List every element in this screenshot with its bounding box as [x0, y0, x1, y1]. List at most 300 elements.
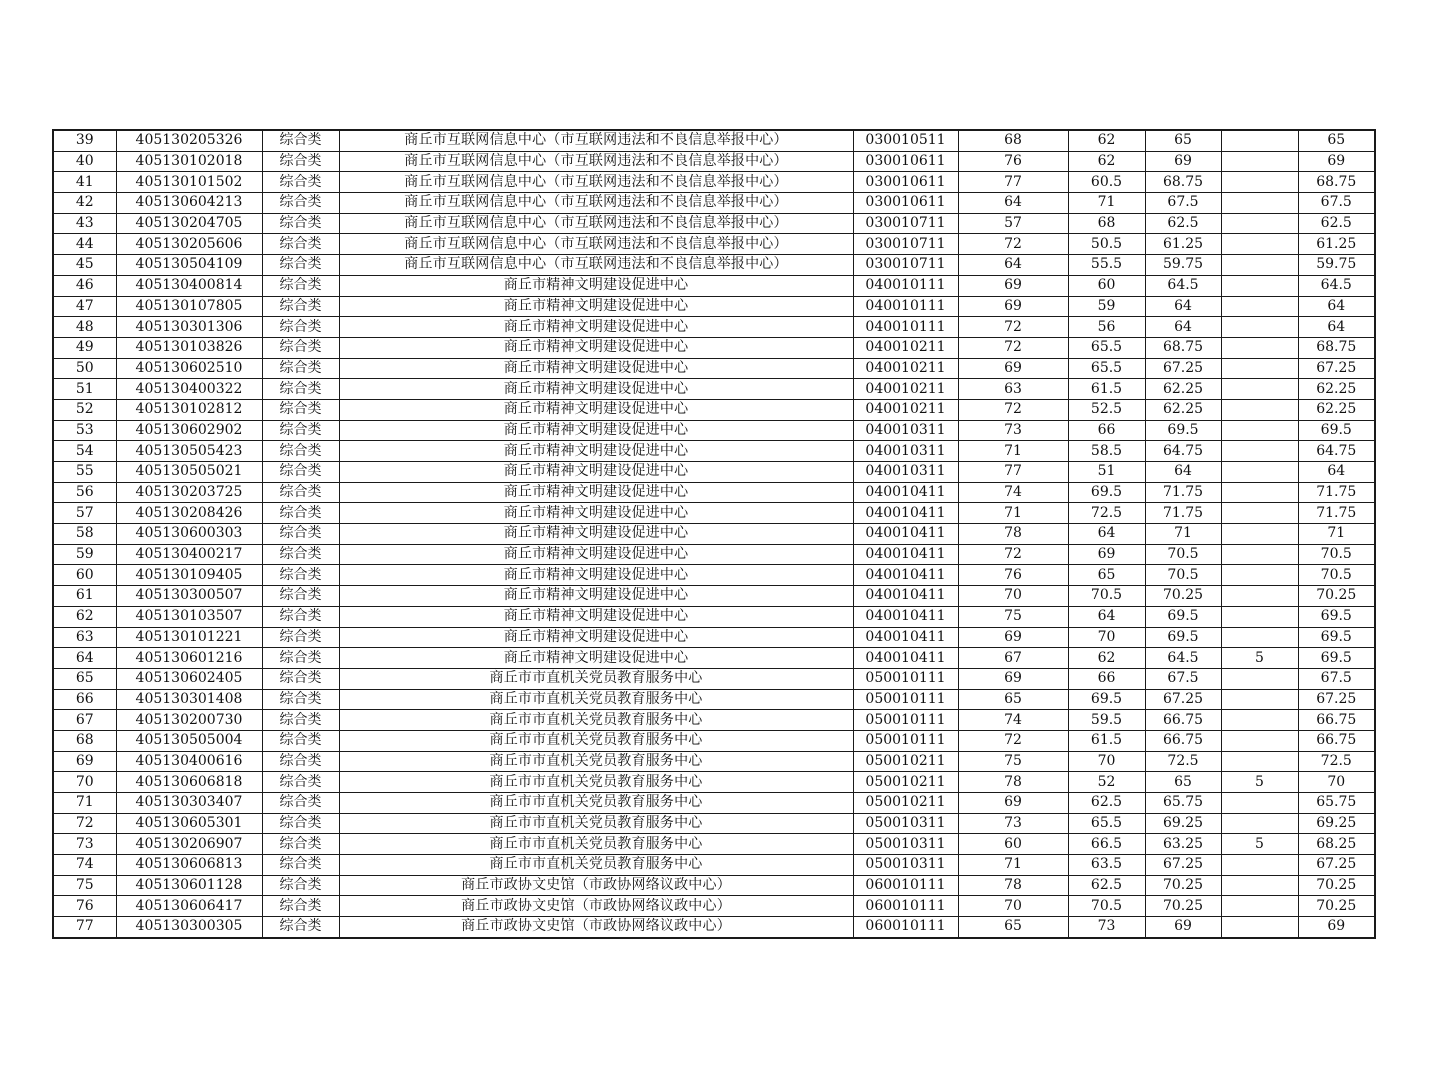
- exam-id-cell: 405130601216: [116, 648, 262, 669]
- category-cell: 综合类: [262, 379, 339, 400]
- seq-cell: 69: [53, 751, 116, 772]
- final-score-cell: 67.25: [1298, 358, 1375, 379]
- bonus-cell: [1221, 730, 1298, 751]
- position-code-cell: 050010311: [853, 834, 958, 855]
- exam-id-cell: 405130205326: [116, 130, 262, 151]
- second-score-cell: 71: [1068, 193, 1145, 214]
- unit-cell: 商丘市互联网信息中心（市互联网违法和不良信息举报中心）: [339, 255, 853, 276]
- bonus-cell: [1221, 751, 1298, 772]
- table-row: [53, 751, 1375, 772]
- bonus-cell: [1221, 813, 1298, 834]
- category-cell: 综合类: [262, 565, 339, 586]
- second-score-cell: 62.5: [1068, 875, 1145, 896]
- category-cell: 综合类: [262, 606, 339, 627]
- exam-id-cell: 405130602405: [116, 668, 262, 689]
- position-code-cell: 050010111: [853, 710, 958, 731]
- exam-id-cell: 405130605301: [116, 813, 262, 834]
- final-score-cell: 69.5: [1298, 606, 1375, 627]
- category-cell: 综合类: [262, 337, 339, 358]
- position-code-cell: 040010311: [853, 441, 958, 462]
- table-row: [53, 193, 1375, 214]
- bonus-cell: [1221, 255, 1298, 276]
- unit-cell: 商丘市市直机关党员教育服务中心: [339, 793, 853, 814]
- seq-cell: 52: [53, 399, 116, 420]
- unit-cell: 商丘市市直机关党员教育服务中心: [339, 668, 853, 689]
- seq-cell: 65: [53, 668, 116, 689]
- exam-id-cell: 405130606813: [116, 855, 262, 876]
- second-score-cell: 62.5: [1068, 793, 1145, 814]
- category-cell: 综合类: [262, 917, 339, 938]
- position-code-cell: 030010611: [853, 193, 958, 214]
- position-code-cell: 040010411: [853, 544, 958, 565]
- table-row: [53, 606, 1375, 627]
- combined-score-cell: 64.5: [1145, 648, 1221, 669]
- seq-cell: 61: [53, 586, 116, 607]
- bonus-cell: [1221, 524, 1298, 545]
- table-row: [53, 772, 1375, 793]
- table-row: [53, 482, 1375, 503]
- position-code-cell: 040010411: [853, 565, 958, 586]
- exam-id-cell: 405130504109: [116, 255, 262, 276]
- final-score-cell: 70.25: [1298, 875, 1375, 896]
- seq-cell: 68: [53, 730, 116, 751]
- seq-cell: 60: [53, 565, 116, 586]
- unit-cell: 商丘市互联网信息中心（市互联网违法和不良信息举报中心）: [339, 130, 853, 151]
- position-code-cell: 060010111: [853, 875, 958, 896]
- combined-score-cell: 69: [1145, 917, 1221, 938]
- combined-score-cell: 59.75: [1145, 255, 1221, 276]
- combined-score-cell: 70.5: [1145, 544, 1221, 565]
- position-code-cell: 050010211: [853, 751, 958, 772]
- written-score-cell: 67: [958, 648, 1068, 669]
- final-score-cell: 70: [1298, 772, 1375, 793]
- position-code-cell: 050010111: [853, 668, 958, 689]
- written-score-cell: 57: [958, 213, 1068, 234]
- final-score-cell: 72.5: [1298, 751, 1375, 772]
- unit-cell: 商丘市市直机关党员教育服务中心: [339, 834, 853, 855]
- written-score-cell: 64: [958, 193, 1068, 214]
- second-score-cell: 69.5: [1068, 689, 1145, 710]
- table-row: [53, 896, 1375, 917]
- position-code-cell: 050010211: [853, 793, 958, 814]
- combined-score-cell: 70.25: [1145, 875, 1221, 896]
- exam-id-cell: 405130400322: [116, 379, 262, 400]
- unit-cell: 商丘市精神文明建设促进中心: [339, 503, 853, 524]
- combined-score-cell: 62.5: [1145, 213, 1221, 234]
- combined-score-cell: 67.25: [1145, 689, 1221, 710]
- written-score-cell: 68: [958, 130, 1068, 151]
- written-score-cell: 72: [958, 730, 1068, 751]
- written-score-cell: 71: [958, 503, 1068, 524]
- seq-cell: 39: [53, 130, 116, 151]
- final-score-cell: 69.5: [1298, 627, 1375, 648]
- combined-score-cell: 64: [1145, 296, 1221, 317]
- seq-cell: 53: [53, 420, 116, 441]
- unit-cell: 商丘市市直机关党员教育服务中心: [339, 813, 853, 834]
- final-score-cell: 69: [1298, 917, 1375, 938]
- second-score-cell: 59: [1068, 296, 1145, 317]
- category-cell: 综合类: [262, 668, 339, 689]
- unit-cell: 商丘市精神文明建设促进中心: [339, 524, 853, 545]
- second-score-cell: 55.5: [1068, 255, 1145, 276]
- second-score-cell: 68: [1068, 213, 1145, 234]
- written-score-cell: 76: [958, 151, 1068, 172]
- bonus-cell: 5: [1221, 772, 1298, 793]
- written-score-cell: 77: [958, 172, 1068, 193]
- seq-cell: 58: [53, 524, 116, 545]
- bonus-cell: [1221, 855, 1298, 876]
- bonus-cell: [1221, 234, 1298, 255]
- seq-cell: 62: [53, 606, 116, 627]
- written-score-cell: 63: [958, 379, 1068, 400]
- written-score-cell: 71: [958, 441, 1068, 462]
- table-row: [53, 296, 1375, 317]
- exam-id-cell: 405130301306: [116, 317, 262, 338]
- second-score-cell: 62: [1068, 151, 1145, 172]
- unit-cell: 商丘市精神文明建设促进中心: [339, 544, 853, 565]
- table-row: [53, 834, 1375, 855]
- category-cell: 综合类: [262, 193, 339, 214]
- table-row: [53, 565, 1375, 586]
- final-score-cell: 66.75: [1298, 710, 1375, 731]
- table-row: [53, 668, 1375, 689]
- seq-cell: 71: [53, 793, 116, 814]
- seq-cell: 57: [53, 503, 116, 524]
- written-score-cell: 69: [958, 668, 1068, 689]
- position-code-cell: 050010311: [853, 813, 958, 834]
- exam-id-cell: 405130206907: [116, 834, 262, 855]
- category-cell: 综合类: [262, 213, 339, 234]
- category-cell: 综合类: [262, 441, 339, 462]
- second-score-cell: 72.5: [1068, 503, 1145, 524]
- written-score-cell: 72: [958, 544, 1068, 565]
- bonus-cell: [1221, 379, 1298, 400]
- table-row: [53, 524, 1375, 545]
- final-score-cell: 68.75: [1298, 172, 1375, 193]
- table-row: [53, 813, 1375, 834]
- category-cell: 综合类: [262, 399, 339, 420]
- final-score-cell: 67.5: [1298, 668, 1375, 689]
- second-score-cell: 50.5: [1068, 234, 1145, 255]
- bonus-cell: [1221, 793, 1298, 814]
- written-score-cell: 72: [958, 337, 1068, 358]
- table-row: [53, 337, 1375, 358]
- written-score-cell: 70: [958, 586, 1068, 607]
- exam-id-cell: 405130400814: [116, 275, 262, 296]
- bonus-cell: [1221, 689, 1298, 710]
- exam-id-cell: 405130101502: [116, 172, 262, 193]
- final-score-cell: 67.25: [1298, 689, 1375, 710]
- written-score-cell: 65: [958, 689, 1068, 710]
- category-cell: 综合类: [262, 275, 339, 296]
- written-score-cell: 72: [958, 234, 1068, 255]
- position-code-cell: 040010411: [853, 524, 958, 545]
- final-score-cell: 69.5: [1298, 420, 1375, 441]
- unit-cell: 商丘市互联网信息中心（市互联网违法和不良信息举报中心）: [339, 234, 853, 255]
- combined-score-cell: 64: [1145, 317, 1221, 338]
- written-score-cell: 69: [958, 793, 1068, 814]
- position-code-cell: 050010111: [853, 689, 958, 710]
- seq-cell: 63: [53, 627, 116, 648]
- second-score-cell: 66.5: [1068, 834, 1145, 855]
- seq-cell: 51: [53, 379, 116, 400]
- final-score-cell: 65.75: [1298, 793, 1375, 814]
- unit-cell: 商丘市精神文明建设促进中心: [339, 317, 853, 338]
- table-row: [53, 317, 1375, 338]
- combined-score-cell: 71.75: [1145, 503, 1221, 524]
- position-code-cell: 050010211: [853, 772, 958, 793]
- score-table-body: [53, 130, 1375, 938]
- combined-score-cell: 64: [1145, 462, 1221, 483]
- combined-score-cell: 62.25: [1145, 399, 1221, 420]
- combined-score-cell: 69.5: [1145, 420, 1221, 441]
- final-score-cell: 64.75: [1298, 441, 1375, 462]
- bonus-cell: [1221, 337, 1298, 358]
- bonus-cell: [1221, 441, 1298, 462]
- written-score-cell: 69: [958, 296, 1068, 317]
- bonus-cell: [1221, 668, 1298, 689]
- bonus-cell: [1221, 586, 1298, 607]
- exam-id-cell: 405130602902: [116, 420, 262, 441]
- final-score-cell: 59.75: [1298, 255, 1375, 276]
- combined-score-cell: 63.25: [1145, 834, 1221, 855]
- final-score-cell: 70.5: [1298, 565, 1375, 586]
- bonus-cell: [1221, 172, 1298, 193]
- second-score-cell: 70: [1068, 627, 1145, 648]
- combined-score-cell: 61.25: [1145, 234, 1221, 255]
- category-cell: 综合类: [262, 503, 339, 524]
- seq-cell: 74: [53, 855, 116, 876]
- final-score-cell: 62.5: [1298, 213, 1375, 234]
- final-score-cell: 67.25: [1298, 855, 1375, 876]
- exam-id-cell: 405130205606: [116, 234, 262, 255]
- combined-score-cell: 66.75: [1145, 730, 1221, 751]
- table-row: [53, 151, 1375, 172]
- unit-cell: 商丘市互联网信息中心（市互联网违法和不良信息举报中心）: [339, 213, 853, 234]
- second-score-cell: 69.5: [1068, 482, 1145, 503]
- bonus-cell: [1221, 420, 1298, 441]
- unit-cell: 商丘市互联网信息中心（市互联网违法和不良信息举报中心）: [339, 151, 853, 172]
- table-row: [53, 172, 1375, 193]
- table-row: [53, 855, 1375, 876]
- table-row: [53, 441, 1375, 462]
- table-row: [53, 875, 1375, 896]
- final-score-cell: 69: [1298, 151, 1375, 172]
- bonus-cell: [1221, 130, 1298, 151]
- written-score-cell: 69: [958, 275, 1068, 296]
- exam-id-cell: 405130601128: [116, 875, 262, 896]
- combined-score-cell: 65.75: [1145, 793, 1221, 814]
- table-row: [53, 710, 1375, 731]
- written-score-cell: 76: [958, 565, 1068, 586]
- second-score-cell: 63.5: [1068, 855, 1145, 876]
- seq-cell: 70: [53, 772, 116, 793]
- exam-id-cell: 405130505004: [116, 730, 262, 751]
- exam-id-cell: 405130300305: [116, 917, 262, 938]
- bonus-cell: [1221, 710, 1298, 731]
- final-score-cell: 71.75: [1298, 503, 1375, 524]
- bonus-cell: [1221, 606, 1298, 627]
- category-cell: 综合类: [262, 234, 339, 255]
- final-score-cell: 68.75: [1298, 337, 1375, 358]
- table-row: [53, 213, 1375, 234]
- unit-cell: 商丘市政协文史馆（市政协网络议政中心）: [339, 875, 853, 896]
- unit-cell: 商丘市互联网信息中心（市互联网违法和不良信息举报中心）: [339, 193, 853, 214]
- combined-score-cell: 67.5: [1145, 193, 1221, 214]
- final-score-cell: 70.25: [1298, 896, 1375, 917]
- table-row: [53, 462, 1375, 483]
- bonus-cell: [1221, 482, 1298, 503]
- exam-id-cell: 405130303407: [116, 793, 262, 814]
- bonus-cell: [1221, 275, 1298, 296]
- combined-score-cell: 68.75: [1145, 337, 1221, 358]
- final-score-cell: 64: [1298, 296, 1375, 317]
- final-score-cell: 67.5: [1298, 193, 1375, 214]
- position-code-cell: 040010311: [853, 420, 958, 441]
- unit-cell: 商丘市精神文明建设促进中心: [339, 337, 853, 358]
- written-score-cell: 78: [958, 524, 1068, 545]
- unit-cell: 商丘市精神文明建设促进中心: [339, 441, 853, 462]
- second-score-cell: 64: [1068, 524, 1145, 545]
- table-row: [53, 730, 1375, 751]
- written-score-cell: 73: [958, 420, 1068, 441]
- bonus-cell: [1221, 875, 1298, 896]
- combined-score-cell: 66.75: [1145, 710, 1221, 731]
- combined-score-cell: 64.75: [1145, 441, 1221, 462]
- position-code-cell: 040010111: [853, 275, 958, 296]
- position-code-cell: 030010711: [853, 234, 958, 255]
- bonus-cell: [1221, 544, 1298, 565]
- position-code-cell: 040010411: [853, 586, 958, 607]
- position-code-cell: 040010211: [853, 379, 958, 400]
- seq-cell: 49: [53, 337, 116, 358]
- exam-id-cell: 405130400616: [116, 751, 262, 772]
- table-row: [53, 420, 1375, 441]
- exam-id-cell: 405130102018: [116, 151, 262, 172]
- category-cell: 综合类: [262, 896, 339, 917]
- bonus-cell: [1221, 503, 1298, 524]
- written-score-cell: 75: [958, 751, 1068, 772]
- category-cell: 综合类: [262, 151, 339, 172]
- position-code-cell: 060010111: [853, 896, 958, 917]
- second-score-cell: 65: [1068, 565, 1145, 586]
- exam-id-cell: 405130102812: [116, 399, 262, 420]
- second-score-cell: 62: [1068, 130, 1145, 151]
- second-score-cell: 58.5: [1068, 441, 1145, 462]
- category-cell: 综合类: [262, 834, 339, 855]
- unit-cell: 商丘市政协文史馆（市政协网络议政中心）: [339, 896, 853, 917]
- exam-id-cell: 405130400217: [116, 544, 262, 565]
- second-score-cell: 70.5: [1068, 896, 1145, 917]
- position-code-cell: 040010211: [853, 399, 958, 420]
- bonus-cell: [1221, 358, 1298, 379]
- position-code-cell: 040010111: [853, 317, 958, 338]
- exam-id-cell: 405130107805: [116, 296, 262, 317]
- seq-cell: 54: [53, 441, 116, 462]
- second-score-cell: 51: [1068, 462, 1145, 483]
- position-code-cell: 040010411: [853, 503, 958, 524]
- written-score-cell: 72: [958, 399, 1068, 420]
- table-row: [53, 917, 1375, 938]
- combined-score-cell: 67.5: [1145, 668, 1221, 689]
- exam-id-cell: 405130200730: [116, 710, 262, 731]
- category-cell: 综合类: [262, 358, 339, 379]
- category-cell: 综合类: [262, 730, 339, 751]
- position-code-cell: 030010611: [853, 151, 958, 172]
- combined-score-cell: 64.5: [1145, 275, 1221, 296]
- category-cell: 综合类: [262, 172, 339, 193]
- combined-score-cell: 67.25: [1145, 358, 1221, 379]
- seq-cell: 45: [53, 255, 116, 276]
- final-score-cell: 64: [1298, 317, 1375, 338]
- final-score-cell: 64: [1298, 462, 1375, 483]
- written-score-cell: 78: [958, 875, 1068, 896]
- seq-cell: 41: [53, 172, 116, 193]
- exam-id-cell: 405130204705: [116, 213, 262, 234]
- written-score-cell: 73: [958, 813, 1068, 834]
- written-score-cell: 78: [958, 772, 1068, 793]
- second-score-cell: 62: [1068, 648, 1145, 669]
- position-code-cell: 050010111: [853, 730, 958, 751]
- position-code-cell: 040010211: [853, 337, 958, 358]
- category-cell: 综合类: [262, 482, 339, 503]
- unit-cell: 商丘市精神文明建设促进中心: [339, 379, 853, 400]
- unit-cell: 商丘市精神文明建设促进中心: [339, 586, 853, 607]
- final-score-cell: 68.25: [1298, 834, 1375, 855]
- final-score-cell: 71: [1298, 524, 1375, 545]
- category-cell: 综合类: [262, 855, 339, 876]
- unit-cell: 商丘市精神文明建设促进中心: [339, 399, 853, 420]
- combined-score-cell: 69.5: [1145, 627, 1221, 648]
- combined-score-cell: 69: [1145, 151, 1221, 172]
- table-row: [53, 358, 1375, 379]
- written-score-cell: 77: [958, 462, 1068, 483]
- position-code-cell: 040010411: [853, 627, 958, 648]
- unit-cell: 商丘市市直机关党员教育服务中心: [339, 772, 853, 793]
- written-score-cell: 64: [958, 255, 1068, 276]
- exam-id-cell: 405130203725: [116, 482, 262, 503]
- final-score-cell: 70.25: [1298, 586, 1375, 607]
- table-row: [53, 586, 1375, 607]
- bonus-cell: [1221, 213, 1298, 234]
- position-code-cell: 060010111: [853, 917, 958, 938]
- seq-cell: 42: [53, 193, 116, 214]
- unit-cell: 商丘市市直机关党员教育服务中心: [339, 730, 853, 751]
- table-row: [53, 689, 1375, 710]
- second-score-cell: 65.5: [1068, 358, 1145, 379]
- table-row: [53, 255, 1375, 276]
- seq-cell: 64: [53, 648, 116, 669]
- table-row: [53, 234, 1375, 255]
- unit-cell: 商丘市精神文明建设促进中心: [339, 606, 853, 627]
- exam-id-cell: 405130602510: [116, 358, 262, 379]
- unit-cell: 商丘市互联网信息中心（市互联网违法和不良信息举报中心）: [339, 172, 853, 193]
- final-score-cell: 69.5: [1298, 648, 1375, 669]
- unit-cell: 商丘市精神文明建设促进中心: [339, 420, 853, 441]
- table-row: [53, 648, 1375, 669]
- category-cell: 综合类: [262, 689, 339, 710]
- table-row: [53, 130, 1375, 151]
- final-score-cell: 65: [1298, 130, 1375, 151]
- final-score-cell: 61.25: [1298, 234, 1375, 255]
- second-score-cell: 52.5: [1068, 399, 1145, 420]
- written-score-cell: 69: [958, 358, 1068, 379]
- bonus-cell: [1221, 627, 1298, 648]
- category-cell: 综合类: [262, 420, 339, 441]
- final-score-cell: 66.75: [1298, 730, 1375, 751]
- second-score-cell: 60: [1068, 275, 1145, 296]
- second-score-cell: 66: [1068, 420, 1145, 441]
